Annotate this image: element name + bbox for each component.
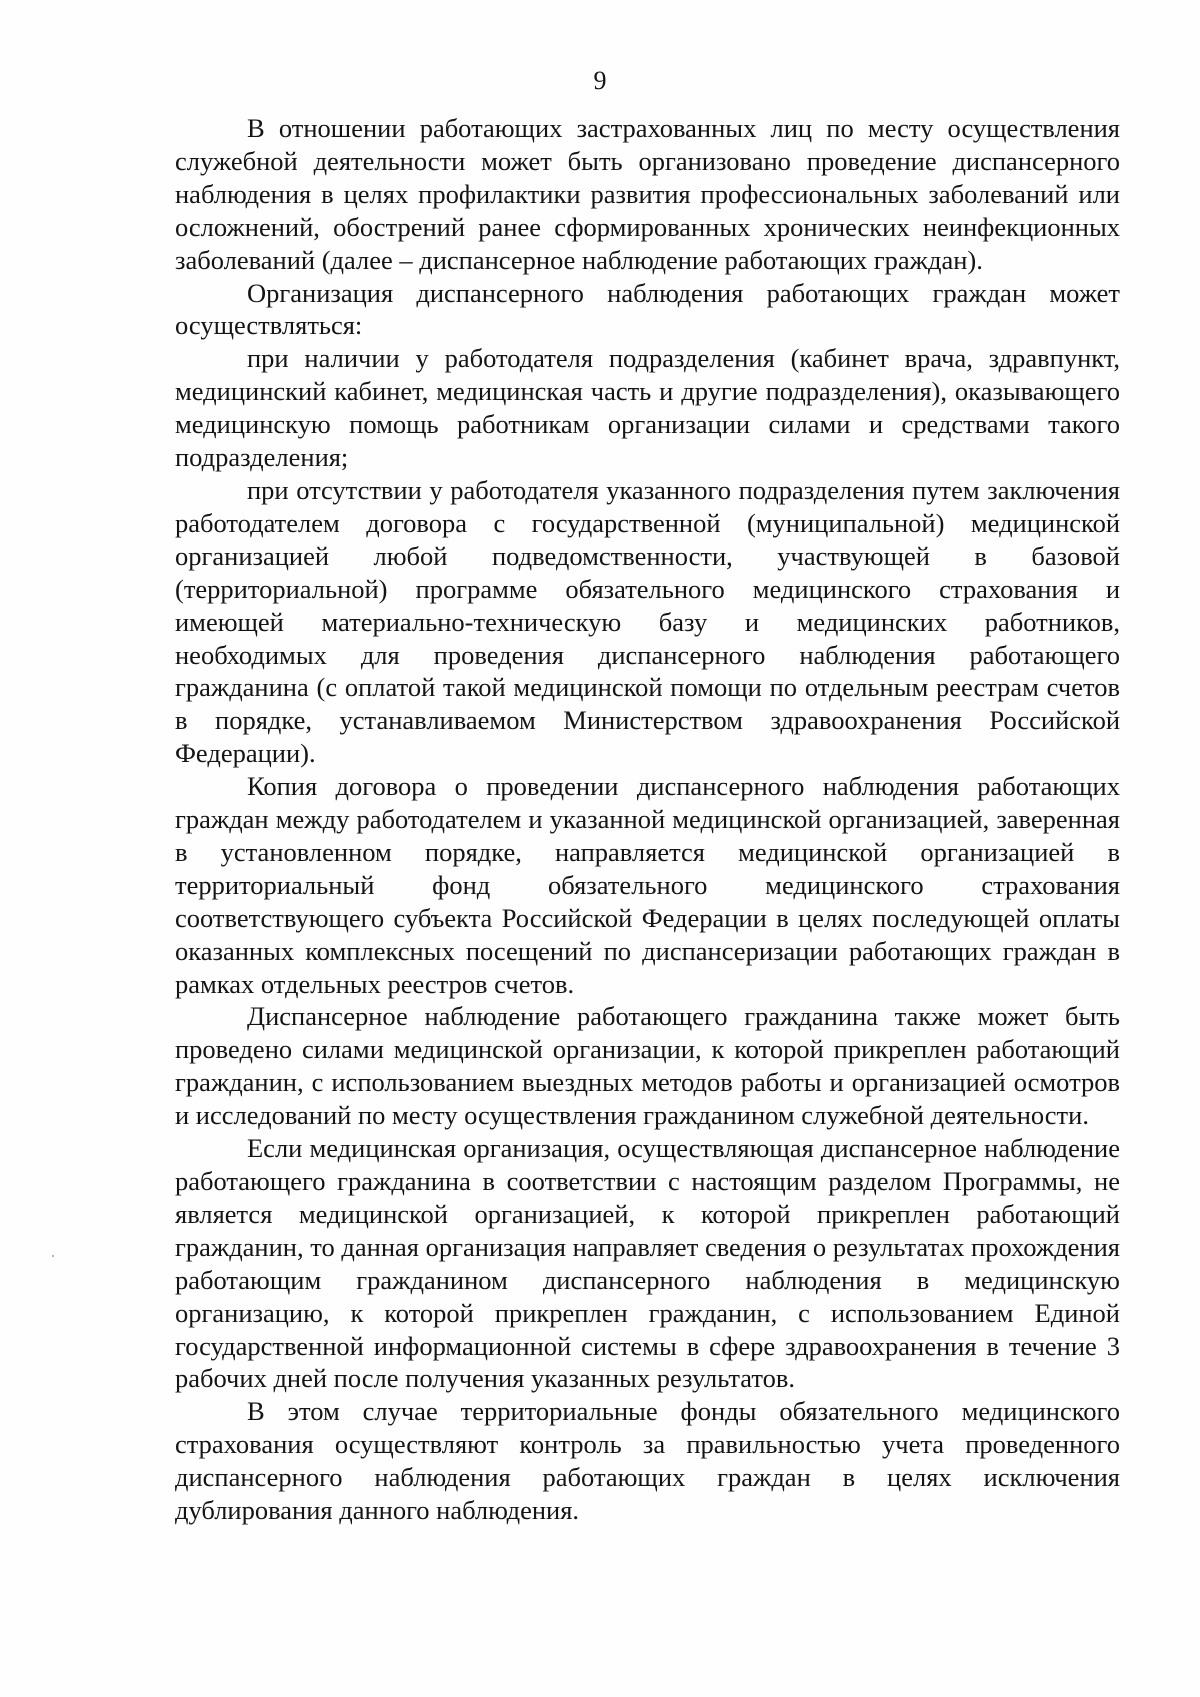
paragraph-attached-organization: Диспансерное наблюдение работающего гражданина также может быть проведено силами медицинской организации, к которой прикреплен работающий гражданин, с использованием выездных методов работы и организацией осмотров и исследований по месту осуществления гражданином служебной деятельности. [175,1001,1120,1131]
paragraph-employee-observation-intro: В отношении работающих застрахованных лиц по месту осуществления служебной деятельности может быть организовано проведение диспансерного наблюдения в целях профилактики развития профессиональных заболеваний или осложнений, обострений ранее сформированных хронических неинфекционных заболеваний (далее – диспансерное наблюдение работающих граждан). [175,113,1120,275]
paragraph-results-transfer: Если медицинская организация, осуществляющая диспансерное наблюдение работающего гражданина в соответствии с настоящим разделом Программы, не является медицинской организацией, к которой прикреплен работающий гражданин, то данная организация направляет сведения о результатах прохождения работающим гражданином диспансерного наблюдения в медицинскую организацию, к которой прикреплен гражданин, с использованием Единой государственной информационной системы в сфере здравоохранения в течение 3 рабочих дней после получения указанных результатов. [175,1133,1120,1394]
paragraph-fund-control: В этом случае территориальные фонды обязательного медицинского страхования осуществляют контроль за правильностью учета проведенного диспансерного наблюдения работающих граждан в целях исключения дублирования данного наблюдения. [175,1396,1120,1526]
page-number: 9 [593,66,607,95]
paragraph-organization-options: Организация диспансерного наблюдения работающих граждан может осуществляться: [175,277,1120,341]
paragraph-employer-unit-available: при наличии у работодателя подразделения (кабинет врача, здравпункт, медицинский кабинет, медицинская часть и другие подразделения), оказывающего медицинскую помощь работникам организации силами и средствами такого подразделения; [175,343,1120,473]
paragraph-contract-copy: Копия договора о проведении диспансерного наблюдения работающих граждан между работодателем и указанной медицинской организацией, заверенная в установленном порядке, направляется медицинской организацией в территориальный фонд обязательного медицинского страхования соответствующего субъекта Российской Федерации в целях последующей оплаты оказанных комплексных посещений по диспансеризации работающих граждан в рамках отдельных реестров счетов. [175,771,1120,999]
paragraph-employer-unit-absent: при отсутствии у работодателя указанного подразделения путем заключения работодателем договора с государственной (муниципальной) медицинской организацией любой подведомственности, участвующей в базовой (территориальной) программе обязательного медицинского страхования и имеющей материально-техническую базу и медицинских работников, необходимых для проведения диспансерного наблюдения работающего гражданина (с оплатой такой медицинской помощи по отдельным реестрам счетов в порядке, устанавливаемом Министерством здравоохранения Российской Федерации). [175,474,1120,769]
scan-artifact [52,1255,54,1257]
document-body [175,112,1120,1527]
